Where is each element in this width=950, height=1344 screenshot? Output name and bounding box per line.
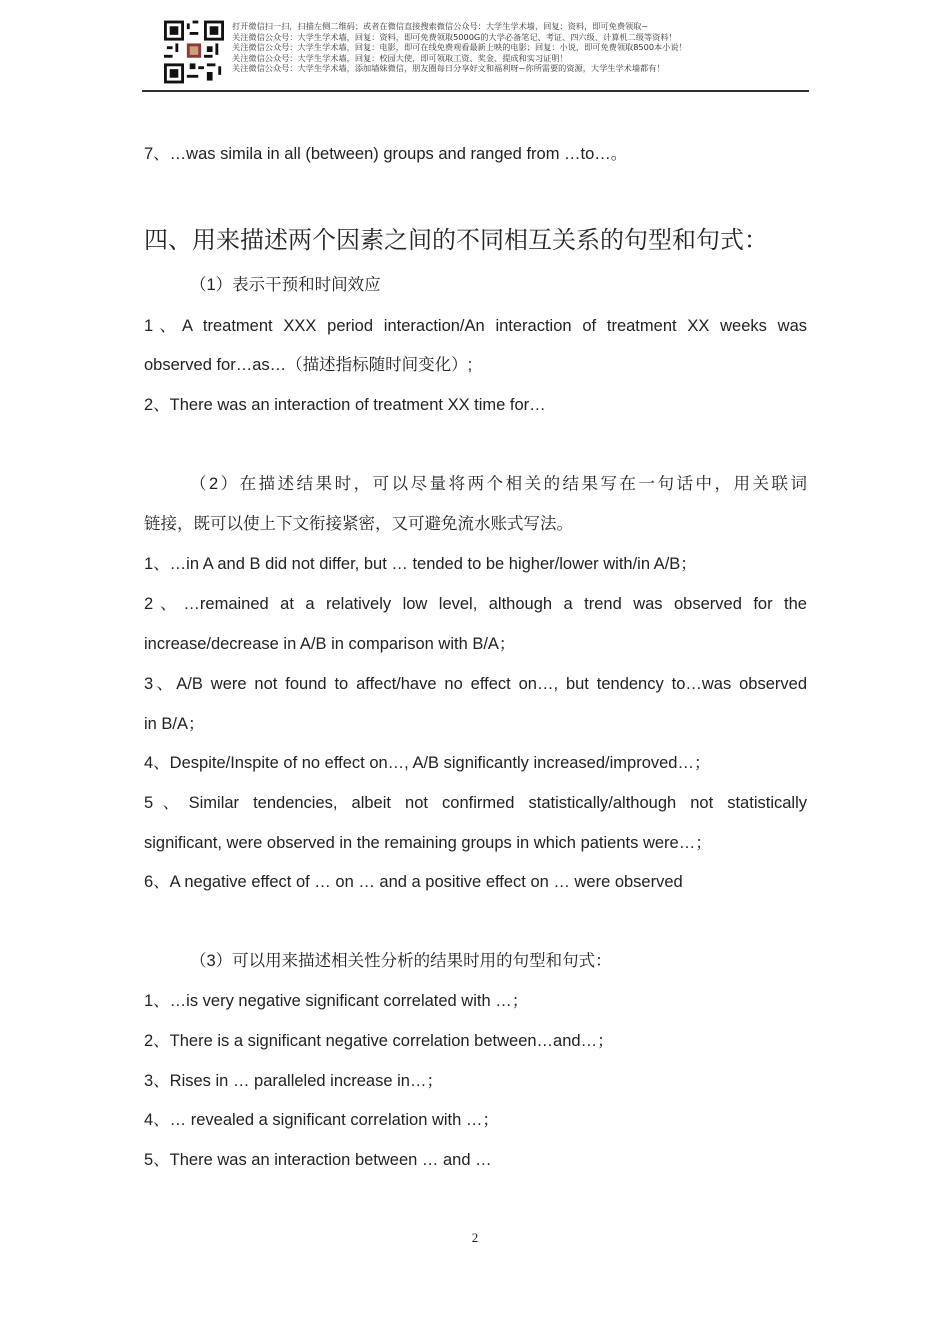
list-item: 5、There was an interaction between … and … [144,1151,492,1169]
page-header [142,18,809,92]
list-item-continued: in B/A； [144,715,205,733]
section-title: 四、用来描述两个因素之间的不同相互关系的句型和句式： [144,226,768,254]
list-item: 3、A/B were not found to affect/have no effect on…, but tendency to…was observed [144,675,807,693]
header-promo-text [232,21,802,74]
list-item: 2、…remained at a relatively low level, although a trend was observed for the [144,595,807,613]
header-divider [142,90,809,92]
subsection-title-continued: 链接，既可以使上下文衔接紧密，又可避免流水账式写法。 [144,515,573,533]
list-item-continued: significant, were observed in the remaining groups in which patients were…； [144,834,712,852]
list-item: 7、…was simila in all (between) groups and ranged from …to…。 [144,145,628,163]
header-line: 关注微信公众号：大学生学术墙，回复：校园大使，即可领取工资、奖金、提成和实习证明！ [232,52,568,63]
list-item: 2、There is a significant negative correlation between…and…； [144,1032,614,1050]
list-item-continued: observed for…as…（描述指标随时间变化）; [144,356,473,374]
list-item: 1、…in A and B did not differ, but … tended to be higher/lower with/in A/B； [144,555,697,573]
subsection-title: （1）表示干预和时间效应 [190,276,381,294]
list-item: 6、A negative effect of … on … and a positive effect on … were observed [144,873,683,891]
header-line: 关注微信公众号：大学生学术墙，回复：资料，即可免费领取5000G的大学必备笔记、考证、四六级、计算机二级等资料！ [232,31,677,42]
list-item: 5、Similar tendencies, albeit not confirmed statistically/although not statistically [144,794,807,812]
list-item: 2、There was an interaction of treatment XX time for… [144,396,546,414]
list-item: 1、…is very negative significant correlated with …； [144,992,529,1010]
list-item: 3、Rises in … paralleled increase in…； [144,1072,443,1090]
list-item-continued: increase/decrease in A/B in comparison with B/A； [144,635,516,653]
qr-code-icon [164,20,224,84]
header-line: 关注微信公众号：大学生学术墙，添加墙妹微信，朋友圈每日分享好文和福利呀~你所需要的资源，大学生学术墙都有！ [232,63,665,74]
list-item: 1、A treatment XXX period interaction/An interaction of treatment XX weeks was [144,317,807,335]
list-item: 4、Despite/Inspite of no effect on…, A/B significantly increased/improved…； [144,754,711,772]
header-line: 打开微信扫一扫，扫描左侧二维码；或者在微信直接搜索微信公众号：大学生学术墙，回复：资料，即可免费领取~ [232,21,649,31]
list-item: 4、… revealed a significant correlation with …； [144,1111,499,1129]
subsection-title: （2）在描述结果时，可以尽量将两个相关的结果写在一句话中，用关联词 [190,475,807,493]
subsection-title: （3）可以用来描述相关性分析的结果时用的句型和句式： [190,952,612,970]
header-line: 关注微信公众号：大学生学术墙，回复：电影，即可在线免费观看最新上映的电影；回复：小说，即可免费领取8500本小说！ [232,42,687,53]
page-number: 2 [471,1230,479,1245]
